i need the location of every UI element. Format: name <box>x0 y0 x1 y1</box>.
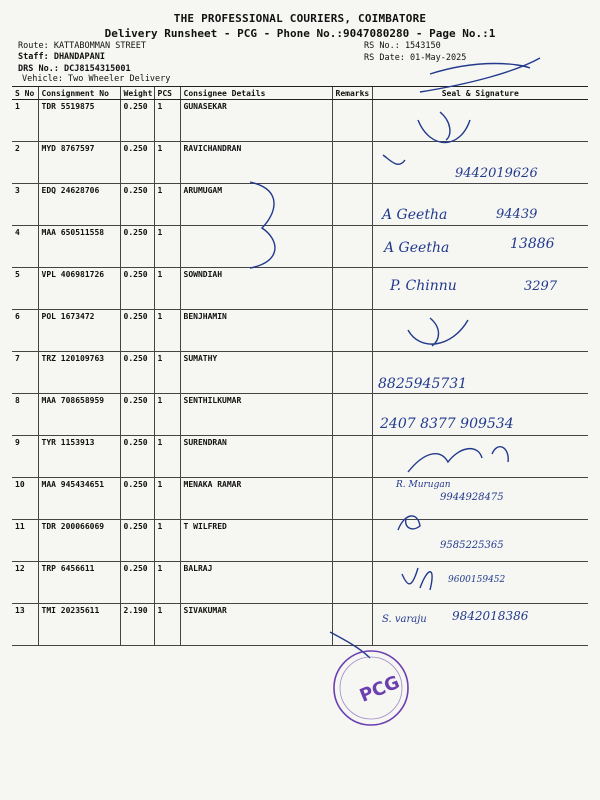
weight-value: 0.250 <box>120 394 154 436</box>
row-sno: 4 <box>12 226 38 268</box>
stamp-text: PCG <box>356 671 403 707</box>
handwritten-note: 13886 <box>510 236 555 252</box>
remarks-cell <box>332 520 372 562</box>
pcs-value: 1 <box>154 352 180 394</box>
remarks-cell <box>332 142 372 184</box>
signature-cell <box>372 436 588 478</box>
weight-value: 0.250 <box>120 436 154 478</box>
col-sno: S No <box>12 87 38 100</box>
consignee-name: SIVAKUMAR <box>180 604 332 646</box>
weight-value: 0.250 <box>120 268 154 310</box>
table-row <box>12 100 588 142</box>
remarks-cell <box>332 310 372 352</box>
remarks-cell <box>332 604 372 646</box>
row-sno: 3 <box>12 184 38 226</box>
handwritten-note: 3297 <box>524 279 558 294</box>
remarks-cell <box>332 436 372 478</box>
handwritten-note: 9442019626 <box>455 166 538 181</box>
table-row <box>12 394 588 436</box>
col-remarks: Remarks <box>332 87 372 100</box>
signature-cell <box>372 310 588 352</box>
stamp-inner-ring <box>340 657 402 719</box>
weight-value: 0.250 <box>120 352 154 394</box>
stamp-ring <box>334 651 408 725</box>
handwritten-note: 8825945731 <box>378 376 468 392</box>
handwritten-note: 9944928475 <box>440 492 504 503</box>
remarks-cell <box>332 100 372 142</box>
consignment-number: POL 1673472 <box>38 310 120 352</box>
weight-value: 0.250 <box>120 310 154 352</box>
consignment-number: TYR 1153913 <box>38 436 120 478</box>
handwritten-note: 9842018386 <box>452 609 529 623</box>
consignee-name: SUMATHY <box>180 352 332 394</box>
signature-cell <box>372 562 588 604</box>
col-weight: Weight <box>120 87 154 100</box>
handwritten-note: S. varaju <box>382 614 427 625</box>
table-row <box>12 226 588 268</box>
pcs-value: 1 <box>154 142 180 184</box>
consignee-name: T WILFRED <box>180 520 332 562</box>
signature-cell <box>372 268 588 310</box>
remarks-cell <box>332 226 372 268</box>
signature-cell <box>372 478 588 520</box>
handwritten-note: A Geetha <box>382 207 448 223</box>
consignment-number: MAA 945434651 <box>38 478 120 520</box>
signature-cell <box>372 184 588 226</box>
consignment-number: TDR 5519875 <box>38 100 120 142</box>
consignee-name: MENAKA RAMAR <box>180 478 332 520</box>
weight-value: 0.250 <box>120 226 154 268</box>
row-sno: 11 <box>12 520 38 562</box>
staff-label: Staff: DHANDAPANI <box>18 52 105 62</box>
table-row <box>12 310 588 352</box>
col-pcs: PCS <box>154 87 180 100</box>
consignee-name: BALRAJ <box>180 562 332 604</box>
pcs-value: 1 <box>154 520 180 562</box>
handwritten-note: 2407 8377 909534 <box>380 416 514 432</box>
consignee-name <box>180 226 332 268</box>
weight-value: 0.250 <box>120 100 154 142</box>
pcs-value: 1 <box>154 604 180 646</box>
row-sno: 5 <box>12 268 38 310</box>
consignment-number: MYD 8767597 <box>38 142 120 184</box>
signature-stroke <box>430 64 530 75</box>
rs-number: RS No.: 1543150 <box>364 41 441 51</box>
consignment-number: VPL 406981726 <box>38 268 120 310</box>
weight-value: 2.190 <box>120 604 154 646</box>
row-sno: 7 <box>12 352 38 394</box>
table-row <box>12 268 588 310</box>
remarks-cell <box>332 184 372 226</box>
weight-value: 0.250 <box>120 478 154 520</box>
consignment-number: MAA 650511558 <box>38 226 120 268</box>
table-row <box>12 142 588 184</box>
remarks-cell <box>332 478 372 520</box>
pcg-stamp <box>334 651 408 725</box>
row-sno: 1 <box>12 100 38 142</box>
table-row <box>12 520 588 562</box>
pcs-value: 1 <box>154 436 180 478</box>
consignment-number: MAA 708658959 <box>38 394 120 436</box>
runsheet-title: Delivery Runsheet - PCG - Phone No.:9047080280 - Page No.:1 <box>104 27 496 40</box>
consignment-number: TMI 20235611 <box>38 604 120 646</box>
handwritten-note: R. Murugan <box>396 480 451 490</box>
signature-cell <box>372 226 588 268</box>
remarks-cell <box>332 394 372 436</box>
remarks-cell <box>332 268 372 310</box>
consignment-number: EDQ 24628706 <box>38 184 120 226</box>
col-signature: Seal & Signature <box>372 87 588 100</box>
table-row <box>12 436 588 478</box>
signature-cell <box>372 100 588 142</box>
row-sno: 9 <box>12 436 38 478</box>
pcs-value: 1 <box>154 310 180 352</box>
consignee-name: BENJHAMIN <box>180 310 332 352</box>
table-row <box>12 562 588 604</box>
remarks-cell <box>332 352 372 394</box>
handwritten-note: A Geetha <box>384 240 450 256</box>
weight-value: 0.250 <box>120 184 154 226</box>
handwritten-note: P. Chinnu <box>390 278 457 294</box>
consignment-number: TRP 6456611 <box>38 562 120 604</box>
row-sno: 10 <box>12 478 38 520</box>
row-sno: 12 <box>12 562 38 604</box>
signature-cell <box>372 520 588 562</box>
drs-number: DRS No.: DCJ8154315001 <box>18 64 131 74</box>
remarks-cell <box>332 562 372 604</box>
runsheet-table <box>12 86 588 646</box>
consignee-name: RAVICHANDRAN <box>180 142 332 184</box>
row-sno: 8 <box>12 394 38 436</box>
consignee-name: GUNASEKAR <box>180 100 332 142</box>
table-header-row <box>12 87 588 100</box>
table-row <box>12 352 588 394</box>
consignee-name: SENTHILKUMAR <box>180 394 332 436</box>
consignee-name: ARUMUGAM <box>180 184 332 226</box>
route-label: Route: KATTABOMMAN STREET <box>18 41 146 51</box>
consignee-name: SURENDRAN <box>180 436 332 478</box>
weight-value: 0.250 <box>120 142 154 184</box>
signature-cell <box>372 352 588 394</box>
table-row <box>12 184 588 226</box>
pcs-value: 1 <box>154 100 180 142</box>
col-consignee: Consignee Details <box>180 87 332 100</box>
row-sno: 2 <box>12 142 38 184</box>
consignee-name: SOWNDIAH <box>180 268 332 310</box>
row-sno: 13 <box>12 604 38 646</box>
pcs-value: 1 <box>154 268 180 310</box>
pcs-value: 1 <box>154 184 180 226</box>
signature-cell <box>372 394 588 436</box>
row-sno: 6 <box>12 310 38 352</box>
handwritten-note: 9585225365 <box>440 540 504 551</box>
handwritten-note: 9600159452 <box>448 575 506 585</box>
signature-cell <box>372 142 588 184</box>
pcs-value: 1 <box>154 226 180 268</box>
signature-cell <box>372 604 588 646</box>
table-row <box>12 478 588 520</box>
vehicle-label: Vehicle: Two Wheeler Delivery <box>22 74 171 84</box>
weight-value: 0.250 <box>120 562 154 604</box>
table-row <box>12 604 588 646</box>
handwritten-note: 94439 <box>496 207 538 222</box>
pcs-value: 1 <box>154 394 180 436</box>
consignment-number: TDR 200066069 <box>38 520 120 562</box>
pcs-value: 1 <box>154 478 180 520</box>
pcs-value: 1 <box>154 562 180 604</box>
weight-value: 0.250 <box>120 520 154 562</box>
col-consignment: Consignment No <box>38 87 120 100</box>
company-title: THE PROFESSIONAL COURIERS, COIMBATORE <box>173 12 427 25</box>
consignment-number: TRZ 120109763 <box>38 352 120 394</box>
rs-date: RS Date: 01-May-2025 <box>364 53 467 63</box>
